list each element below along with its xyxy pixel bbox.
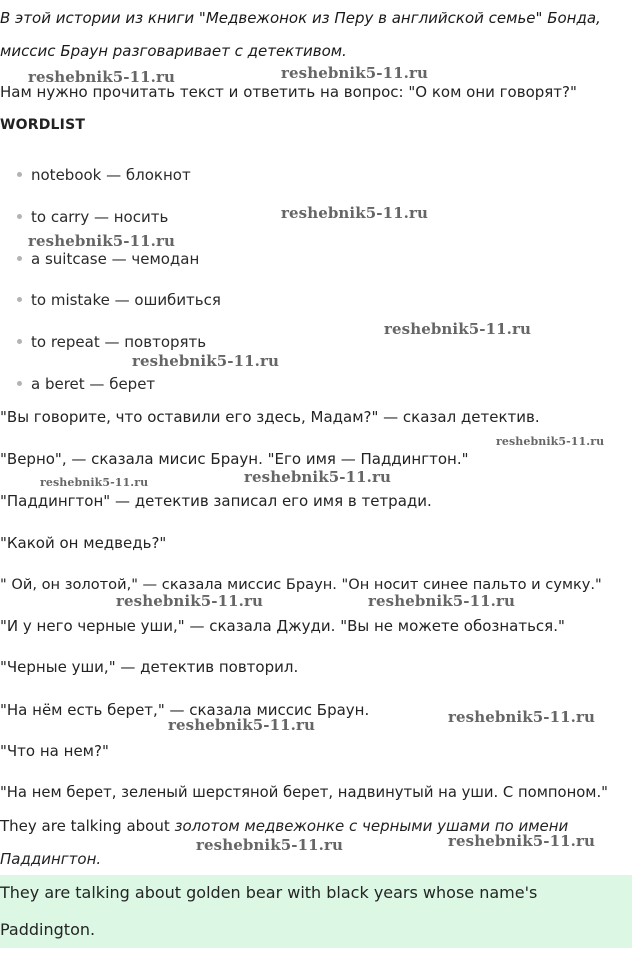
task-question: Нам нужно прочитать текст и ответить на вопрос: "О ком они говорят?" [0, 83, 577, 101]
dialogue-line: "Черные уши," — детектив повторил. [0, 658, 299, 676]
answer-line-2: Paddington. [0, 920, 96, 939]
conclusion-prefix: They are talking about [0, 817, 175, 835]
dialogue-line: "Вы говорите, что оставили его здесь, Мадам?" — сказал детектив. [0, 408, 540, 426]
dialogue-line: "Паддингтон" — детектив записал его имя в тетради. [0, 492, 432, 510]
wordlist-item [17, 208, 168, 226]
conclusion-italic: золотом медвежонке с черными ушами по имени [174, 817, 569, 835]
intro-line-1: В этой истории из книги "Медвежонок из Перу в английской семье" Бонда, [0, 9, 601, 27]
watermark: reshebnik5-11.ru [28, 232, 175, 250]
wordlist-item-text: to repeat — повторять [31, 333, 207, 351]
wordlist-item [17, 166, 191, 184]
watermark: reshebnik5-11.ru [116, 592, 263, 610]
watermark: reshebnik5-11.ru [132, 352, 279, 370]
watermark: reshebnik5-11.ru [448, 708, 595, 726]
wordlist-item-text: a suitcase — чемодан [31, 250, 200, 268]
wordlist-item-text: to carry — носить [31, 208, 169, 226]
answer-line-1: They are talking about golden bear with black years whose name's [0, 883, 538, 902]
bullet-icon [17, 339, 22, 344]
wordlist-item-text: notebook — блокнот [31, 166, 191, 184]
wordlist-item [17, 250, 199, 268]
wordlist-item-text: a beret — берет [31, 375, 156, 393]
intro-line-2: миссис Браун разговаривает с детективом. [0, 42, 347, 60]
bullet-icon [17, 381, 22, 386]
answer-box [0, 875, 632, 948]
watermark: reshebnik5-11.ru [448, 832, 595, 850]
wordlist-item [17, 333, 206, 351]
watermark: reshebnik5-11.ru [281, 204, 428, 222]
watermark: reshebnik5-11.ru [368, 592, 515, 610]
watermark: reshebnik5-11.ru [168, 716, 315, 734]
bullet-icon [17, 214, 22, 219]
wordlist-title: WORDLIST [0, 117, 86, 133]
wordlist-item-text: to mistake — ошибиться [31, 291, 221, 309]
bullet-icon [17, 256, 22, 261]
dialogue-line: "И у него черные уши," — сказала Джуди. "Вы не можете обознаться." [0, 617, 565, 635]
bullet-icon [17, 172, 22, 177]
watermark: reshebnik5-11.ru [244, 468, 391, 486]
watermark: reshebnik5-11.ru [40, 476, 149, 489]
conclusion-line-2: Паддингтон. [0, 850, 102, 868]
dialogue-line: "Какой он медведь?" [0, 534, 167, 552]
dialogue-line: " Ой, он золотой," — сказала миссис Браун. "Он носит синее пальто и сумку." [0, 576, 602, 593]
wordlist-item [17, 291, 221, 309]
dialogue-line: "На нём есть берет," — сказала миссис Браун. [0, 701, 370, 719]
watermark: reshebnik5-11.ru [496, 435, 605, 448]
dialogue-line: "Что на нем?" [0, 742, 109, 760]
watermark: reshebnik5-11.ru [28, 68, 175, 86]
bullet-icon [17, 297, 22, 302]
dialogue-line: "Верно", — сказала мисис Браун. "Его имя — Паддингтон." [0, 450, 469, 468]
watermark: reshebnik5-11.ru [196, 836, 343, 854]
watermark: reshebnik5-11.ru [384, 320, 531, 338]
watermark: reshebnik5-11.ru [281, 64, 428, 82]
dialogue-line: "На нем берет, зеленый шерстяной берет, надвинутый на уши. С помпоном." [0, 784, 608, 801]
wordlist-item [17, 375, 155, 393]
